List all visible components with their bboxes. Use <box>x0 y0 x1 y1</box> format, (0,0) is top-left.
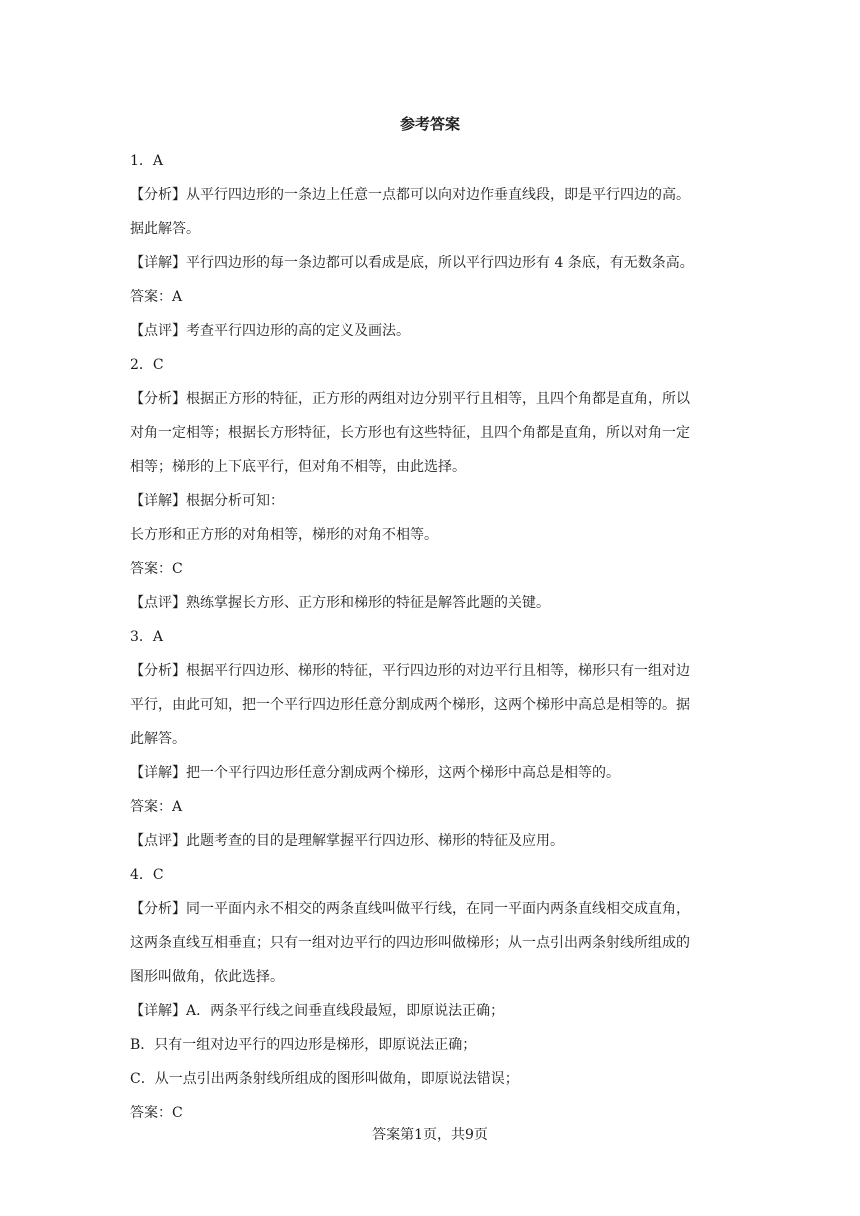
answer-content <box>130 144 735 1130</box>
page-footer: 答案第1页，共9页 <box>372 1127 488 1143</box>
text-line: 【详解】把一个平行四边形任意分割成两个梯形，这两个梯形中高总是相等的。 <box>130 765 620 781</box>
text-line: 答案：A <box>130 799 183 815</box>
text-line: 【详解】根据分析可知： <box>130 493 284 509</box>
text-line: 【详解】A．两条平行线之间垂直线段最短，即原说法正确； <box>130 1003 505 1019</box>
text-line: 答案：C <box>130 1105 183 1121</box>
text-line: 图形叫做角，依此选择。 <box>130 969 284 985</box>
text-line: 对角一定相等；根据长方形特征，长方形也有这些特征，且四个角都是直角，所以对角一定 <box>130 425 690 441</box>
page-title: 参考答案 <box>399 115 460 133</box>
text-line: 【点评】熟练掌握长方形、正方形和梯形的特征是解答此题的关键。 <box>130 595 550 611</box>
text-line: 【详解】平行四边形的每一条边都可以看成是底，所以平行四边形有 4 条底，有无数条高。 <box>130 255 694 271</box>
text-line: 【点评】考查平行四边形的高的定义及画法。 <box>130 323 410 339</box>
text-line: 据此解答。 <box>130 221 200 237</box>
text-line: 【点评】此题考查的目的是理解掌握平行四边形、梯形的特征及应用。 <box>130 833 564 849</box>
text-line: 【分析】根据平行四边形、梯形的特征，平行四边形的对边平行且相等，梯形只有一组对边 <box>130 663 690 679</box>
text-line: B．只有一组对边平行的四边形是梯形，即原说法正确； <box>130 1037 477 1053</box>
text-line: 3．A <box>130 629 164 645</box>
text-line: 4．C <box>130 867 164 883</box>
text-line: 【分析】根据正方形的特征，正方形的两组对边分别平行且相等，且四个角都是直角，所以 <box>130 391 690 407</box>
text-line: 此解答。 <box>130 731 186 747</box>
text-line: 1．A <box>130 153 164 169</box>
text-line: 平行，由此可知，把一个平行四边形任意分割成两个梯形，这两个梯形中高总是相等的。据 <box>130 697 690 713</box>
text-line: 【分析】同一平面内永不相交的两条直线叫做平行线，在同一平面内两条直线相交成直角， <box>130 901 690 917</box>
text-line: C．从一点引出两条射线所组成的图形叫做角，即原说法错误； <box>130 1071 519 1087</box>
text-line: 答案：C <box>130 561 183 577</box>
text-line: 【分析】从平行四边形的一条边上任意一点都可以向对边作垂直线段，即是平行四边的高。 <box>130 187 690 203</box>
text-line: 2．C <box>130 357 164 373</box>
text-line: 答案：A <box>130 289 183 305</box>
text-line: 相等；梯形的上下底平行，但对角不相等，由此选择。 <box>130 459 466 475</box>
text-line: 长方形和正方形的对角相等，梯形的对角不相等。 <box>130 527 438 543</box>
text-line: 这两条直线互相垂直；只有一组对边平行的四边形叫做梯形；从一点引出两条射线所组成的 <box>130 935 690 951</box>
